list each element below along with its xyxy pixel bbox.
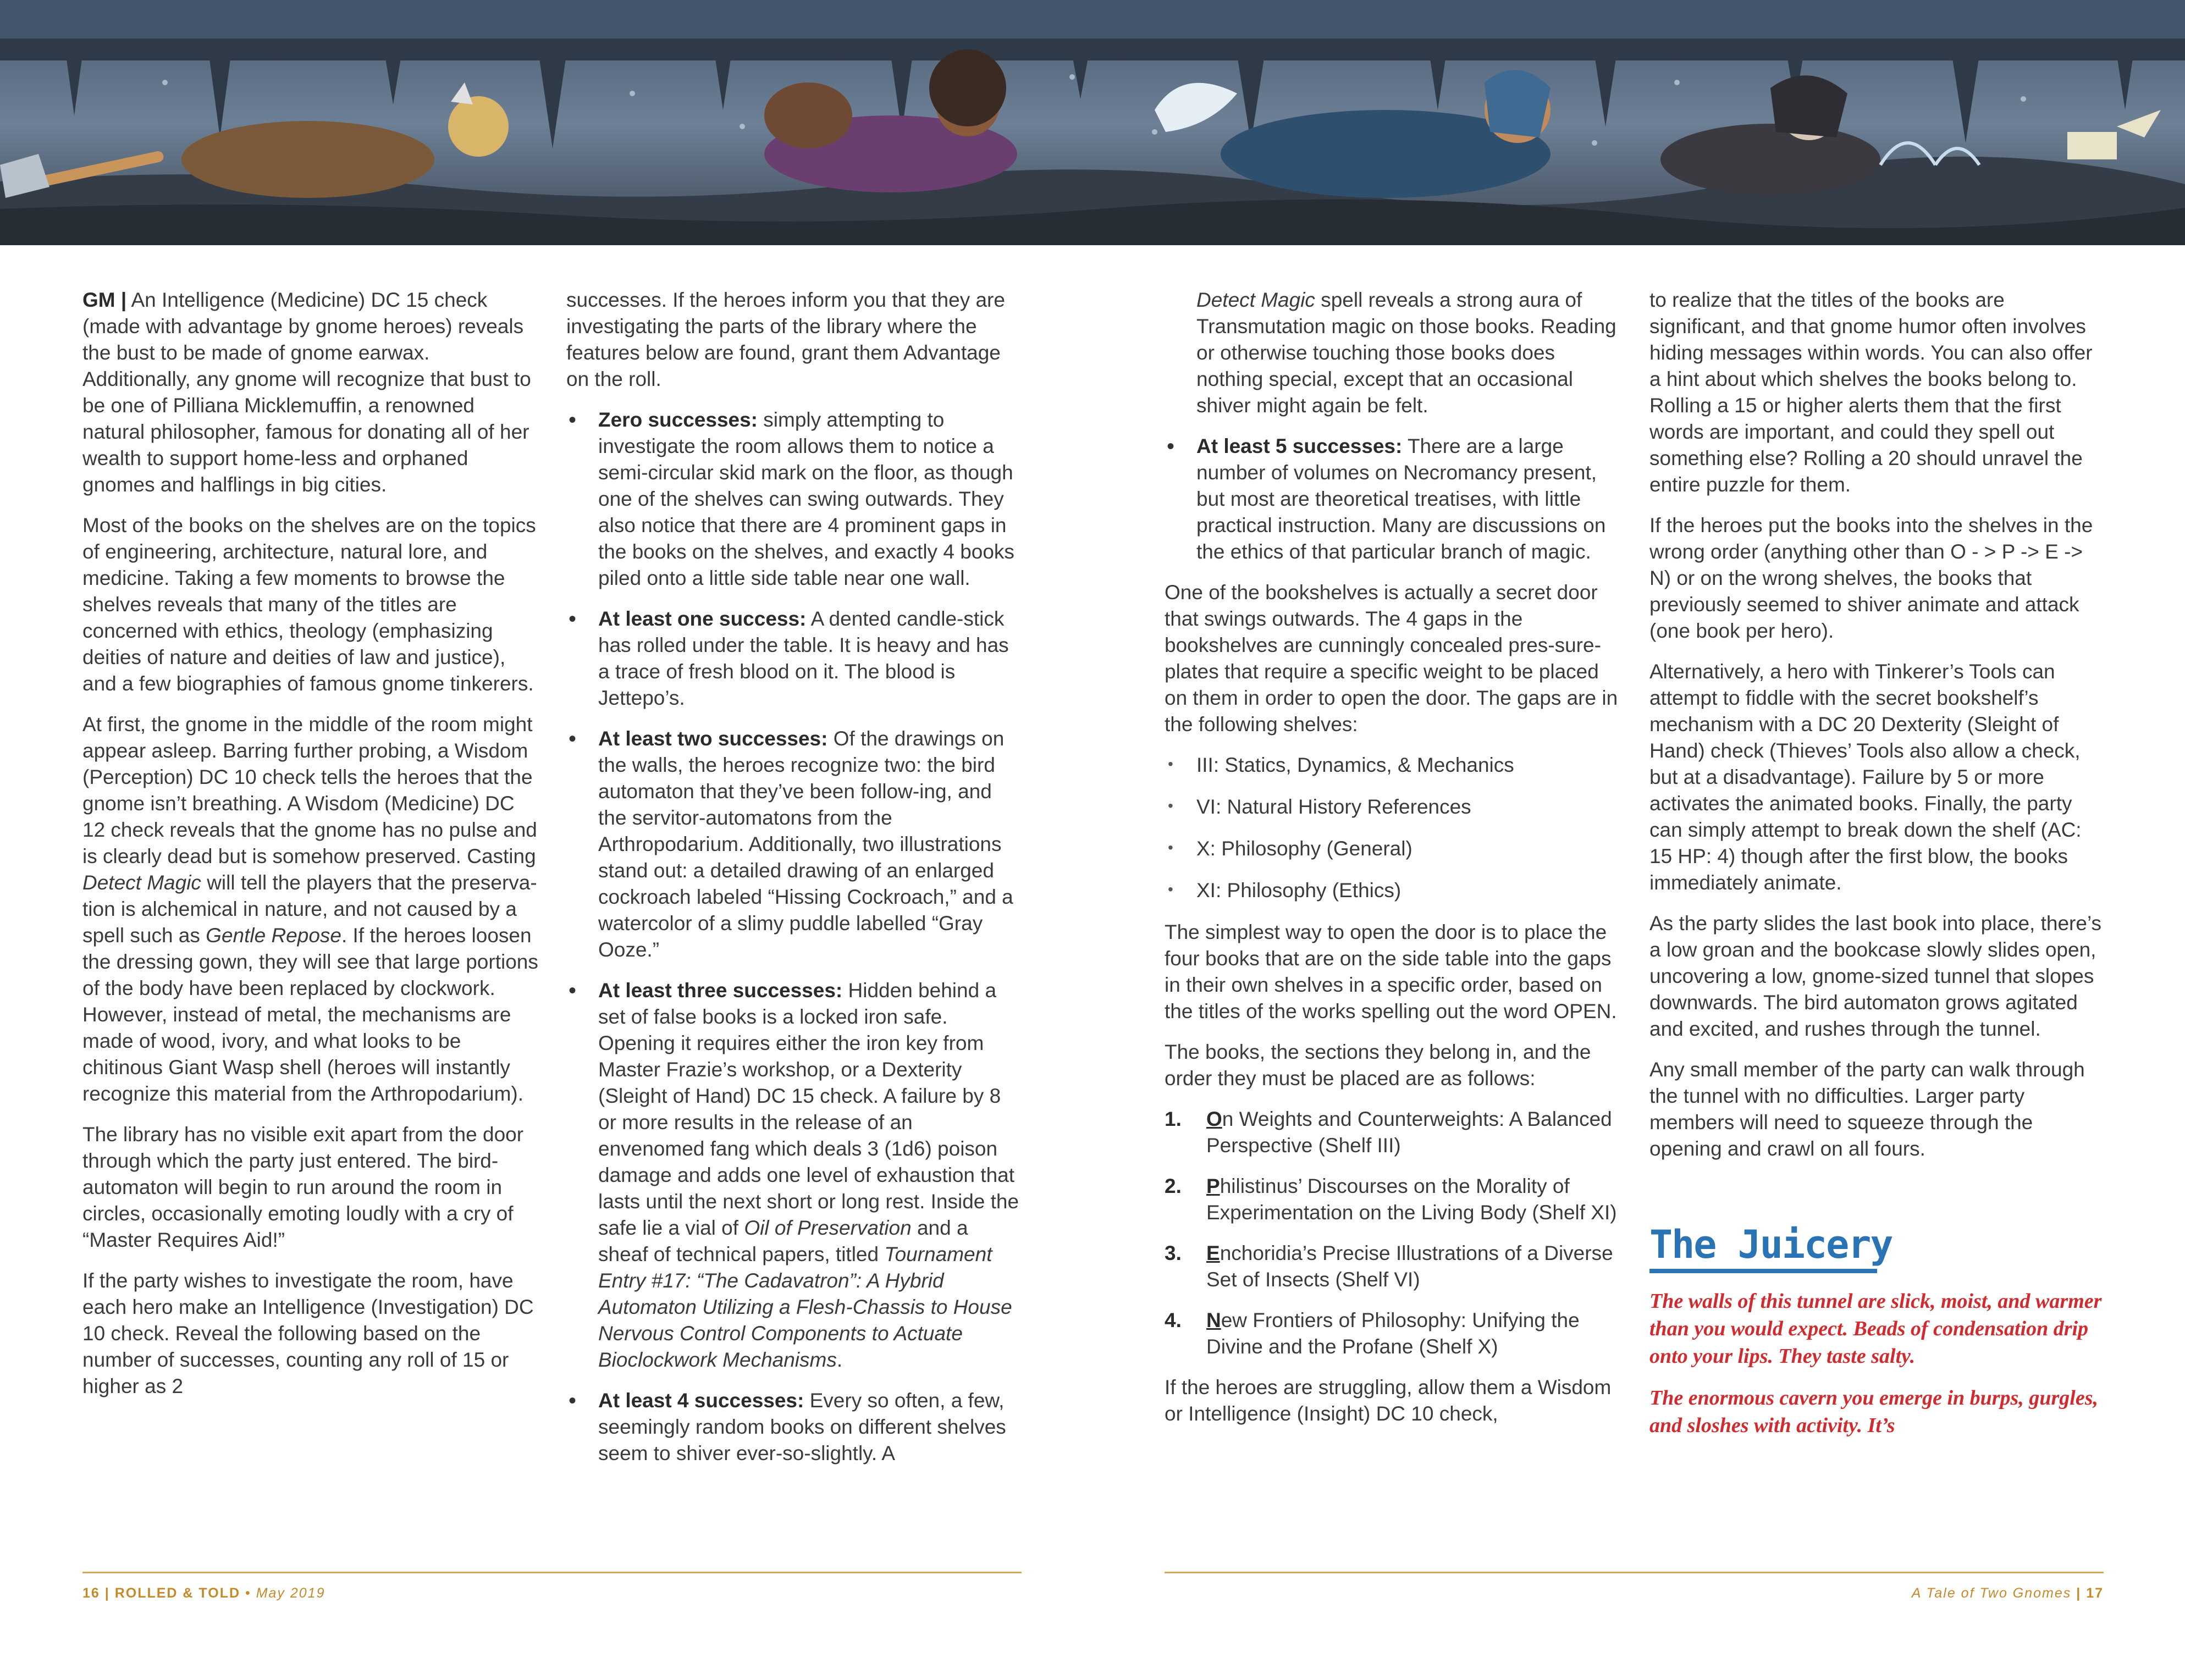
article-title: A Tale of Two Gnomes xyxy=(1911,1585,2072,1601)
list-item xyxy=(566,407,1023,592)
success-list-continued xyxy=(1165,433,1621,565)
read-aloud-text: The enormous cavern you emerge in burps, gurgles, and sloshes with activity. It’s xyxy=(1649,1386,2098,1437)
footer-separator: | xyxy=(104,1585,110,1601)
book-item xyxy=(1165,1173,1621,1226)
book-title: ew Frontiers of Philosophy: Unifying the Divine and the Profane (Shelf X) xyxy=(1206,1309,1580,1358)
paragraph: The books, the sections they belong in, and the order they must be placed are as follows: xyxy=(1165,1041,1591,1090)
book-number: 3. xyxy=(1165,1242,1182,1264)
item-text: and a sheaf of technical papers, titled xyxy=(598,1217,968,1265)
paragraph: If the heroes put the books into the shelves in the wrong order (anything other than O - > P -> E -> N) or on the wrong shelves, the books that previously seemed to shiver animate and attack (one book per hero). xyxy=(1649,514,2093,642)
item-label: At least three successes: xyxy=(598,979,843,1002)
list-item xyxy=(566,726,1023,963)
item-text: A dented candle-stick has rolled under the table. It is heavy and has a trace of fresh blood on it. The blood is Jettepo’s. xyxy=(598,607,1009,709)
read-aloud-text: The walls of this tunnel are slick, moist, and warmer than you would expect. Beads of condensation drip onto your lips. They taste salty. xyxy=(1649,1290,2102,1368)
magazine-name: ROLLED & TOLD xyxy=(114,1585,241,1601)
footer-rule-right xyxy=(1165,1572,2104,1573)
book-initial: N xyxy=(1206,1309,1221,1331)
footer-dot: • xyxy=(245,1585,251,1601)
book-number: 1. xyxy=(1165,1108,1182,1130)
book-order-list xyxy=(1165,1106,1621,1360)
paragraph xyxy=(1165,287,1621,419)
list-item xyxy=(1165,433,1621,565)
book-title: hilistinus’ Discourses on the Morality of Experimentation on the Living Body (Shelf XI) xyxy=(1206,1175,1617,1224)
gm-tag: GM | xyxy=(82,289,127,311)
shelf-item: • III: Statics, Dynamics, & Mechanics xyxy=(1165,752,1621,778)
gm-note xyxy=(82,287,539,498)
gm-note-text: An Intelligence (Medicine) DC 15 check (made with advantage by gnome heroes) reveals the bust to be made of gnome earwax. Additionally, any gnome will recognize that bust to be one of Pilliana Micklemuffin, a renowned natural philosopher, famous for donating all of her wealth to support home-less and orphaned gnomes and halflings in big cities. xyxy=(82,289,531,496)
shelf-item: • VI: Natural History References xyxy=(1165,794,1621,820)
paragraph: If the heroes are struggling, allow them a Wisdom or Intelligence (Insight) DC 10 check, xyxy=(1165,1376,1612,1425)
paragraph: Most of the books on the shelves are on the topics of engineering, architecture, natural lore, and medicine. Taking a few moments to browse the shelves reveals that many of the titles are concerned with ethics, theology (emphasizing deities of nature and deities of law and justice), and a few biographies of famous gnome tinkerers. xyxy=(82,514,536,695)
paragraph: successes. If the heroes inform you that they are investigating the parts of the library where the features below are found, grant them Advantage on the roll. xyxy=(566,289,1005,390)
column-1 xyxy=(82,287,539,1414)
shelf-list xyxy=(1165,752,1621,904)
book-title: nchoridia’s Precise Illustrations of a Diverse Set of Insects (Shelf VI) xyxy=(1206,1242,1613,1291)
spell-name: Detect Magic xyxy=(82,871,201,894)
book-initial: E xyxy=(1206,1242,1220,1264)
page-number: 17 xyxy=(2086,1585,2104,1601)
book-initial: O xyxy=(1206,1108,1222,1130)
column-3 xyxy=(1165,287,1621,1441)
item-text: Of the drawings on the walls, the heroes recognize two: the bird automaton that they’ve been follow-ing, and the servitor-automatons from the Arthropodarium. Additionally, two illustrations stand out: a detailed drawing of an enlarged cockroach labeled “Hissing Cockroach,” and a watercolor of a slimy puddle labelled “Gray Ooze.” xyxy=(598,727,1013,961)
footer-left xyxy=(82,1585,325,1601)
item-label: At least 4 successes: xyxy=(598,1389,804,1412)
section-underline xyxy=(1649,1269,1877,1273)
paragraph: The library has no visible exit apart from the door through which the party just entered. The bird-automaton will begin to run around the room in circles, occasionally emoting loudly with a cry of “Master Requires Aid!” xyxy=(82,1123,524,1251)
item-text: Hidden behind a set of false books is a locked iron safe. Opening it requires either the iron key from Master Frazie’s workshop, or a Dexterity (Sleight of Hand) DC 15 check. A failure by 8 or more results in the release of an envenomed fang which deals 3 (1d6) poison damage and adds one level of exhaustion that lasts until the next short or long rest. Inside the safe lie a vial of xyxy=(598,979,1019,1239)
book-title: n Weights and Counterweights: A Balanced Perspective (Shelf III) xyxy=(1206,1108,1612,1157)
book-item xyxy=(1165,1307,1621,1360)
item-label: Zero successes: xyxy=(598,408,758,431)
section-title: The Juicery xyxy=(1649,1222,1892,1267)
illustration-icon xyxy=(0,0,2185,245)
text: At first, the gnome in the middle of the room might appear asleep. Barring further probing, a Wisdom (Perception) DC 10 check tells the heroes that the gnome isn’t breathing. A Wisdom (Medicine) DC 12 check reveals that the gnome has no pulse and is clearly dead but is somehow preserved. Casting xyxy=(82,713,537,867)
paper-title: Tournament Entry #17: “The Cadavatron”: A Hybrid Automaton Utilizing a Flesh-Chassis to House Nervous Control Components to Actuate Bioclockwork Mechanisms xyxy=(598,1243,1012,1371)
text: . If the heroes loosen the dressing gown, they will see that large portions of the body have been replaced by clockwork. However, instead of metal, the mechanisms are made of wood, ivory, and what looks to be chitinous Giant Wasp shell (heroes will instantly recognize this material from the Arthropodarium). xyxy=(82,924,538,1105)
book-item xyxy=(1165,1240,1621,1293)
footer-separator: | xyxy=(2076,1585,2082,1601)
item-text: . xyxy=(836,1349,843,1371)
item-label: At least one success: xyxy=(598,607,807,630)
text: will tell the players that the preserva-tion is alchemical in nature, and not caused by a spell such as xyxy=(82,871,537,947)
paragraph xyxy=(82,711,539,1107)
item-name: Oil of Preservation xyxy=(744,1217,912,1239)
column-4 xyxy=(1649,287,2106,1454)
spell-name: Gentle Repose xyxy=(206,924,341,947)
issue-date: May 2019 xyxy=(256,1585,325,1601)
column-2 xyxy=(566,287,1023,1481)
paragraph: One of the bookshelves is actually a secret door that swings outwards. The 4 gaps in the bookshelves are cunningly concealed pres-sure-plates that require a specific weight to be placed on them in order to open the door. The gaps are in the following shelves: xyxy=(1165,581,1618,736)
page-number: 16 xyxy=(82,1585,100,1601)
item-text: simply attempting to investigate the room allows them to notice a semi-circular skid mark on the floor, as though one of the shelves can swing outwards. They also notice that there are 4 prominent gaps in the books on the shelves, and exactly 4 books piled onto a little side table near one wall. xyxy=(598,408,1014,589)
paragraph: If the party wishes to investigate the room, have each hero make an Intelligence (Investigation) DC 10 check. Reveal the following based on the number of successes, counting any roll of 15 or higher as 2 xyxy=(82,1269,534,1397)
success-list xyxy=(566,407,1023,1467)
book-number: 4. xyxy=(1165,1309,1182,1331)
list-item xyxy=(566,606,1023,711)
text: spell reveals a strong aura of Transmutation magic on those books. Reading or otherwise touching those books does nothing special, except that an occasional shiver might again be felt. xyxy=(1196,289,1616,417)
paragraph: As the party slides the last book into place, there’s a low groan and the bookcase slowly slides open, uncovering a low, gnome-sized tunnel that slopes downwards. The bird automaton grows agitated and excited, and rushes through the tunnel. xyxy=(1649,912,2102,1040)
item-label: At least 5 successes: xyxy=(1196,435,1403,457)
shelf-item: • XI: Philosophy (Ethics) xyxy=(1165,877,1621,904)
footer-right xyxy=(1912,1585,2104,1601)
paragraph: to realize that the titles of the books are significant, and that gnome humor often involves hiding messages within words. You can also offer a hint about which shelves the books belong to. Rolling a 15 or higher alerts them that the first words are important, and could they spell out something else? Rolling a 20 should unravel the entire puzzle for them. xyxy=(1649,289,2093,496)
list-item xyxy=(566,1388,1023,1467)
list-item xyxy=(566,977,1023,1373)
cave-crawling-heroes-banner xyxy=(0,0,2185,245)
item-label: At least two successes: xyxy=(598,727,828,750)
paragraph: Alternatively, a hero with Tinkerer’s Tools can attempt to fiddle with the secret bookshelf’s mechanism with a DC 20 Dexterity (Sleight of Hand) check (Thieves’ Tools also allow a check, but at a disadvantage). Failure by 5 or more activates the animated books. Finally, the party can simply attempt to break down the shelf (AC: 15 HP: 4) though after the first blow, the books immediately animate. xyxy=(1649,660,2082,894)
book-item xyxy=(1165,1106,1621,1159)
spell-name: Detect Magic xyxy=(1196,289,1315,311)
shelf-item: • X: Philosophy (General) xyxy=(1165,836,1621,862)
book-initial: P xyxy=(1206,1175,1220,1197)
item-text: There are a large number of volumes on Necromancy present, but most are theoretical treatises, with little practical instruction. Many are discussions on the ethics of that particular branch of magic. xyxy=(1196,435,1606,563)
paragraph: Any small member of the party can walk through the tunnel with no difficulties. Larger party members will need to squeeze through the opening and crawl on all fours. xyxy=(1649,1058,2085,1160)
paragraph: The simplest way to open the door is to place the four books that are on the side table into the gaps in their own shelves in a specific order, based on the titles of the works spelling out the word OPEN. xyxy=(1165,921,1617,1023)
item-text: Every so often, a few, seemingly random books on different shelves seem to shiver ever-so-slightly. A xyxy=(598,1389,1006,1465)
book-number: 2. xyxy=(1165,1175,1182,1197)
footer-rule-left xyxy=(82,1572,1022,1573)
